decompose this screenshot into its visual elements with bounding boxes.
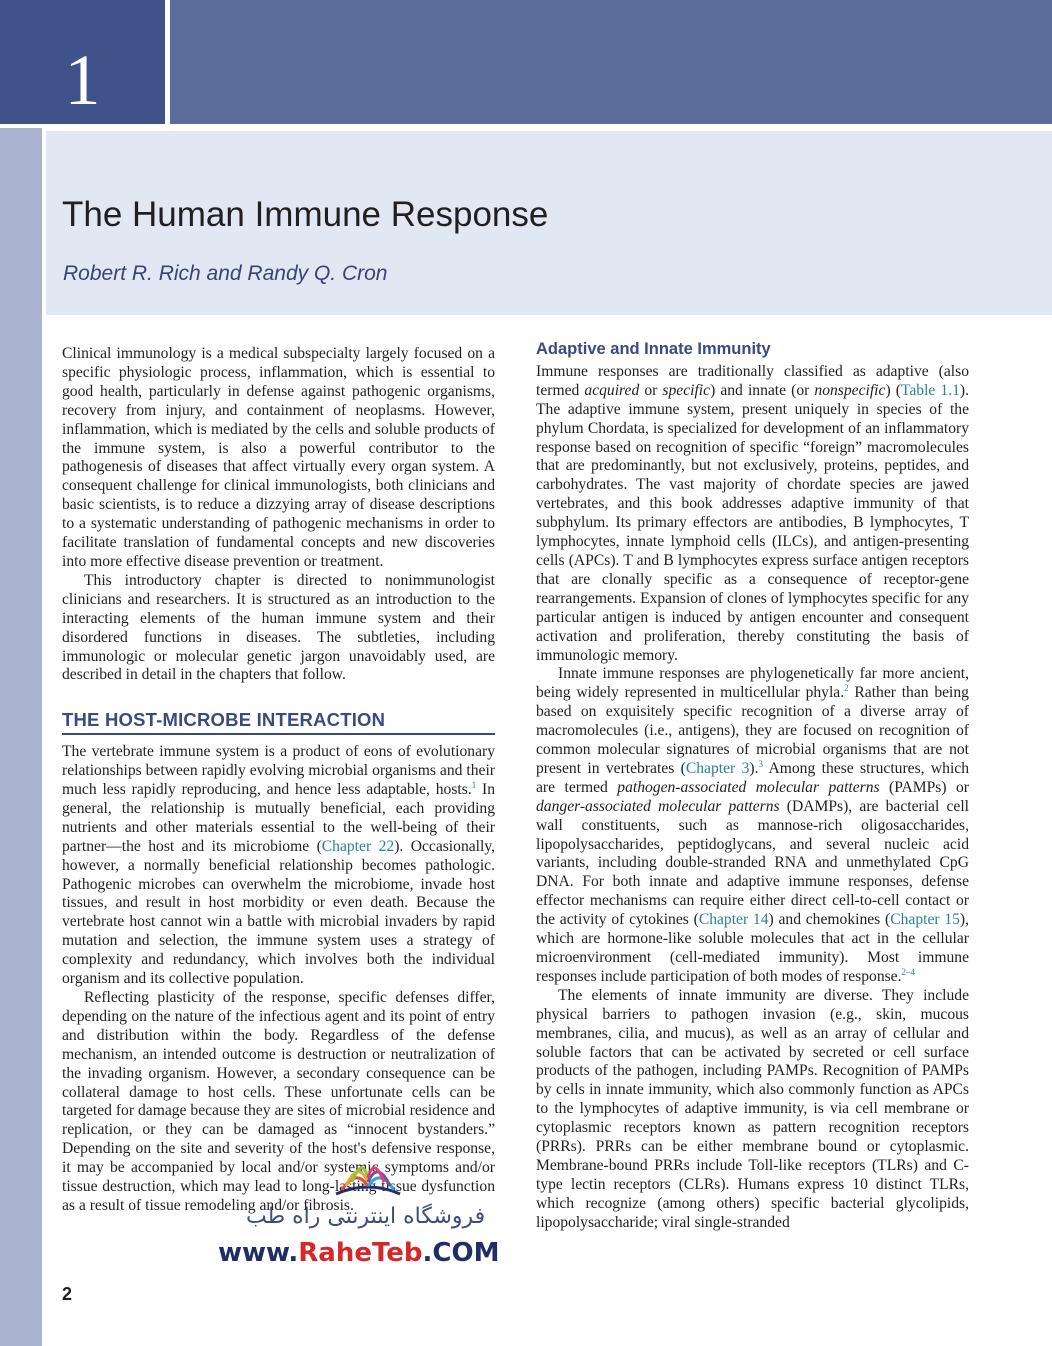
adaptive-innate-paragraph-2: Innate immune responses are phylogenetically far more ancient, being widely represented in multicellular phyla.$^2$ Rather than being based on exquisitely specific recognition of a diverse array of macromolecules (i.e., antigens), they are focused on recognition of common molecular signatures of microbial organisms that are not present in vertebrates (Chapter 3).$^3$ Among these structures, which are termed pathogen-associated molecular patterns (PAMPs) or danger-associated molecular patterns (DAMPs), are bacterial cell wall constituents, such as mannose-rich oligosaccharides, lipopolysaccharides, peptidoglycans, and several nucleic acid variants, including double-stranded RNA and unmethylated CpG DNA. For both innate and adaptive immune responses, defense effector mechanisms can require either direct cell-to-cell contact or the activity of cytokines (Chapter 14) and chemokines (Chapter 15), which are hormone-like soluble molecules that act in the cellular microenvironment (cell-mediated immunity). Most immune responses include participation of both modes of response.$^{2-4}$ (536, 665, 970, 985)
host-microbe-paragraph-2: Reflecting plasticity of the response, specific defenses differ, depending on the nature of the infectious agent and its point of entry and distribution within the body. Regardless of the defense mechanism, an intended outcome is destruction or neutralization of the invading organism. However, a secondary consequence can be collateral damage to host cells. These unfortunate cells can be targeted for damage because they are sites of microbial residence and replication, or they can be damaged as “innocent bystanders.” Depending on the site and severity of the host's defensive response, it may be accompanied by local and/or systemic symptoms and/or tissue destruction, which may lead to long-lasting tissue dysfunction as a result of tissue remodeling and/or fibrosis. (62, 989, 495, 1214)
adaptive-innate-paragraph-1: Immune responses are traditionally classified as adaptive (also termed acquired or specific) and innate (or nonspecific) (Table 1.1). The adaptive immune system, present uniquely in species of the phylum Chordata, is specialized for development of an inflammatory response based on recognition of specific “foreign” macromolecules that are predominantly, but not exclusively, proteins, peptides, and carbohydrates. The vast majority of chordate species are jawed vertebrates, and this book addresses adaptive immunity of that subphylum. Its primary effectors are antibodies, B lymphocytes, T lymphocytes, innate lymphoid cells (ILCs), and antigen-presenting cells (APCs). T and B lymphocytes express surface antigen receptors that are clonally specific as a consequence of receptor-gene rearrangements. Expansion of clones of lymphocytes specific for any particular antigen is induced by antigen encounter and consequent activation and proliferation, thereby constituting the basis of immunologic memory. (536, 362, 969, 664)
watermark (218, 1150, 500, 1280)
reference-2[interactable]: 2 (844, 683, 849, 694)
book-logo-icon (328, 1150, 408, 1200)
link-chapter-22[interactable]: Chapter 22 (321, 837, 395, 855)
reference-3[interactable]: 3 (758, 758, 763, 769)
link-chapter-15[interactable]: Chapter 15 (890, 911, 960, 929)
host-microbe-paragraph-1: The vertebrate immune system is a product of eons of evolutionary relationships between rapidly evolving microbial organisms and their much less rapidly reproducing, and hence less adaptable, hosts.$^1$ In general, the relationship is mutually beneficial, each providing nutrients and other materials essential to the well-being of their partner—the host and its microbiome (Chapter 22). Occasionally, however, a normally beneficial relationship becomes pathologic. Pathogenic microbes can overwhelm the microbiome, invade host tissues, and result in host morbidity or even death. Because the vertebrate host cannot win a battle with microbial invaders by rapid mutation and selection, the immune system uses a strategy of complexity and redundancy, which involves both the individual organism and its collective population. (62, 743, 496, 988)
chapter-number-box (0, 0, 165, 124)
left-column (62, 345, 495, 1216)
link-table-1-1[interactable]: Table 1.1 (900, 381, 960, 399)
header-band (170, 0, 1052, 124)
intro-paragraph-2: This introductory chapter is directed to nonimmunologist clinicians and researchers. It is structured as an introduction to the interacting elements of the human immune system and their disordered functions in diseases. The subtleties, including immunologic or molecular genetic jargon unavoidably used, are described in detail in the chapters that follow. (62, 571, 495, 684)
reference-2-4[interactable]: 2–4 (901, 966, 916, 977)
link-chapter-14[interactable]: Chapter 14 (698, 911, 769, 929)
page-number: 2 (62, 1284, 73, 1304)
chapter-authors: Robert R. Rich and Randy Q. Cron (63, 262, 388, 285)
link-chapter-3[interactable]: Chapter 3 (685, 759, 750, 777)
watermark-url: www.RaheTeb.COM (218, 1238, 500, 1268)
section-heading-adaptive-innate: Adaptive and Innate Immunity (536, 340, 771, 358)
chapter-number: 1 (64, 40, 101, 120)
section-heading-host-microbe: THE HOST-MICROBE INTERACTION (62, 711, 495, 735)
intro-paragraph-1: Clinical immunology is a medical subspecialty largely focused on a specific physiologic process, inflammation, which is essential to good health, particularly in defense against pathogenic organisms, recovery from injury, and containment of neoplasms. However, inflammation, which is mediated by the cells and soluble products of the immune system, is also a powerful contributor to the pathogenesis of diseases that affect virtually every organ system. A consequent challenge for clinical immunologists, both clinicians and basic scientists, is to reduce a dizzying array of disease descriptions to a systematic understanding of pathogenic mechanisms in order to facilitate translation of fundamental concepts and new discoveries into more effective disease prevention or treatment. (62, 345, 495, 570)
right-column (536, 340, 969, 1233)
left-margin-strip (0, 128, 42, 1346)
chapter-title: The Human Immune Response (62, 195, 549, 234)
reference-1[interactable]: 1 (471, 779, 477, 790)
watermark-persian-text: فروشگاه اینترنتی راه طب (246, 1204, 486, 1229)
adaptive-innate-paragraph-3: The elements of innate immunity are diverse. They include physical barriers to pathogen invasion (e.g., skin, mucous membranes, cilia, and mucus), as well as an array of cellular and soluble factors that can be activated by secreted or cell surface products of the pathogen, including PAMPs. Recognition of PAMPs by cells in innate immunity, which also commonly function as APCs to the lymphocytes of adaptive immunity, is via cell membrane or cytoplasmic receptors known as pattern recognition receptors (PRRs). PRRs can be either membrane bound or cytoplasmic. Membrane-bound PRRs include Toll-like receptors (TLRs) and C-type lectin receptors (CLRs). Humans express 10 distinct TLRs, which recognize (among others) specific bacterial glycolipids, lipopolysaccharide; viral single-stranded (536, 986, 969, 1231)
